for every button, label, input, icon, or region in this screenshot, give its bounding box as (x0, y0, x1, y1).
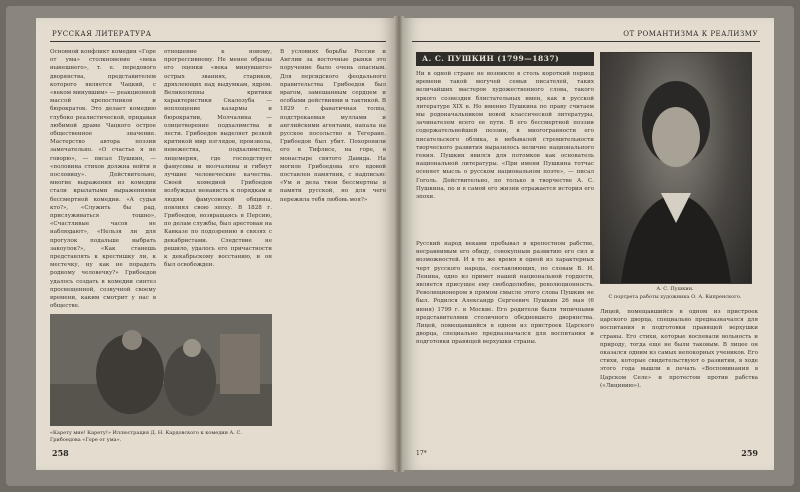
right-column-2: Русский народ веками пребывал в крепостном рабстве, несравнимым его обиду, совокупным развитию его сил и возможностей. И в то же время в одной из характерных черт русского народа, составляющих, по словам В. И. Ленина, одно из примет нашей национальной гордости, является присущее ему свободолюбие, революционность. Революционером в прямом смысле этого слова Пушкин не был. Родился Александр Сергеевич Пушкин 26 мая (6 июня) 1799 г. в Москве. Его родители были типичными представителями столичного обедневшего дворянства. Лицей, помещавшийся в одном из пристроек Царского дворца, специально предназначался для воспитания и подготовки правящей верхушки страны. (416, 241, 594, 346)
left-running-head: РУССКАЯ ЛИТЕРАТУРА (52, 30, 152, 38)
signature-mark: 17* (416, 450, 427, 457)
portrait-caption-line-2: С портрета работы художника О. А. Кипренского. (608, 294, 742, 300)
illustration-caption: «Карету мне! Карету!» Иллюстрация Д. Н. Кардовского к комедии А. С. Грибоедова «Горе от ума». (50, 430, 242, 443)
portrait-caption-line-1: А. С. Пушкин. (656, 286, 694, 292)
illustration-drawing (50, 314, 272, 426)
illustration-image (50, 314, 272, 426)
right-column-1: Ни в одной стране не возникло в столь короткий период времени такой могучей семьи писателей, таких величайших мастеров художественного слова, такого яркого созвездия блистательных имен, как в русской литературе XIX в. Но именно Пушкина по праву считаем мы родоначальником новой классической литературы, зачинателем всего ее пути. В его бессмертной поэзии содержательнейшей поэзии, в многогранности его писательского облика, в небывалой стремительности творческого развития выразилось величие национального гения. Пушкин явился для потомков как основатель национальной литературы. «При имени Пушкина тотчас осеняет мысль о русском национальном поэте», — писал Гоголь. Действительно, по только в творчестве А. С. Пушкина, по и в самой его жизни отражается история его эпохи. (416, 71, 594, 201)
chapter-title: А. С. ПУШКИН (1799—1837) (416, 52, 594, 66)
left-page-number: 258 (52, 448, 69, 458)
left-column-1: Основной конфликт комедии «Горе от ума» столкновение «века нынешнего», т. е. передового дворянства, представителем которого является Чацкий, с «веком минувшим» — реакционной массой крепостников и бюрократов. Это делает комедию глубоко реалистической, придавая любимой драме Чацкого острое общественное значение. Мастерство автора поэзии замечательно. «О счастье я не говорю», — писал Пушкин, — «половина стихов должна войти в пословицу». Действительно, многие выражения из комедии стали крылатыми выражениями бессмертной комедии. «А судьи кто?», «Служить бы рад, прислуживаться тошно», «Счастливые часов не наблюдают», «Нельзя ли для прогулок подальше выбрать закоулок?», «Как станешь представлять к крестишку ли, к местечку, ну как не порадеть родному человечку?» Грибоедов удалось создать в комедии синтез просвещенной, созвучной своему времени, каким смотрит у нас в обществе. (50, 49, 156, 310)
right-header-rule (412, 41, 760, 42)
right-column-3: Лицей, помещавшийся в одном из пристроек царского дворца, специально предназначался для воспитания и подготовки правящей верхушки страны. Его стихи, которые воспевали вольность и природу, тогда еще не были таковым. В лицее он оказался одним из самых непокорных учеников. Его стихи, которые свидетельствуют о развитии, в ходе этого года вышли в печать «Воспоминания в Царском Селе» и протестом против рабства («Лицинию»). (600, 309, 758, 389)
portrait-drawing (601, 53, 751, 283)
right-page (402, 18, 774, 470)
left-column-3: В условиях борьбы России и Англии за восточные рынки это поручение было очень опасным. Для персидского феодального правительства Грибоедов был врагом, замешанным сердцем и особыми действиями и тактикой. В 1829 г. фанатичная толпа, подстрекаемая муллами и английскими агентами, напала на русское посольство в Тегеране. Грибоедов был убит. Похоронили его в Тифлисе, на горе, в монастыре святого Давида. На могиле Грибоедова его вдовой поставлен памятник, с надписью: «Ум и дела твои бессмертны в памяти русской, но для чего пережила тебя любовь моя?» (280, 49, 386, 203)
left-page (36, 18, 396, 470)
pushkin-portrait (600, 52, 752, 284)
right-running-head: ОТ РОМАНТИЗМА К РЕАЛИЗМУ (623, 30, 758, 38)
book-spread (6, 6, 794, 486)
left-header-rule (50, 41, 386, 42)
left-column-2: отношение к новому, прогрессивному. Не менее образы его оценки «века минувшего» острых званиях, стариков, дряхлеющих над выдумкам, ядром. Великолепны критики характеристики Скалозуба — воплощение казармы и бюрократии, Молчалина — олицетворение подхалимства и лести. Грибоедов выделяет резкой критикой мир взглядов, произвола, невежества, подхалимства, лицемерия, где господствует фамусовы и молчалины и гибнут лучшие человеческие качества. Своей комедией Грибоедов возбуждал ненависть к порядкам и людям фамусовской общины, повлиял свою эпоху. В 1828 г. Грибоедов, возвращаясь в Персию, по делам службы, был арестован на Кавказе по подозрению в связях с декабристами. Следствие не решило, удалось его причастности к декабрьскому восстанию, и он был освобожден. (164, 49, 272, 269)
right-page-number: 259 (741, 448, 758, 458)
